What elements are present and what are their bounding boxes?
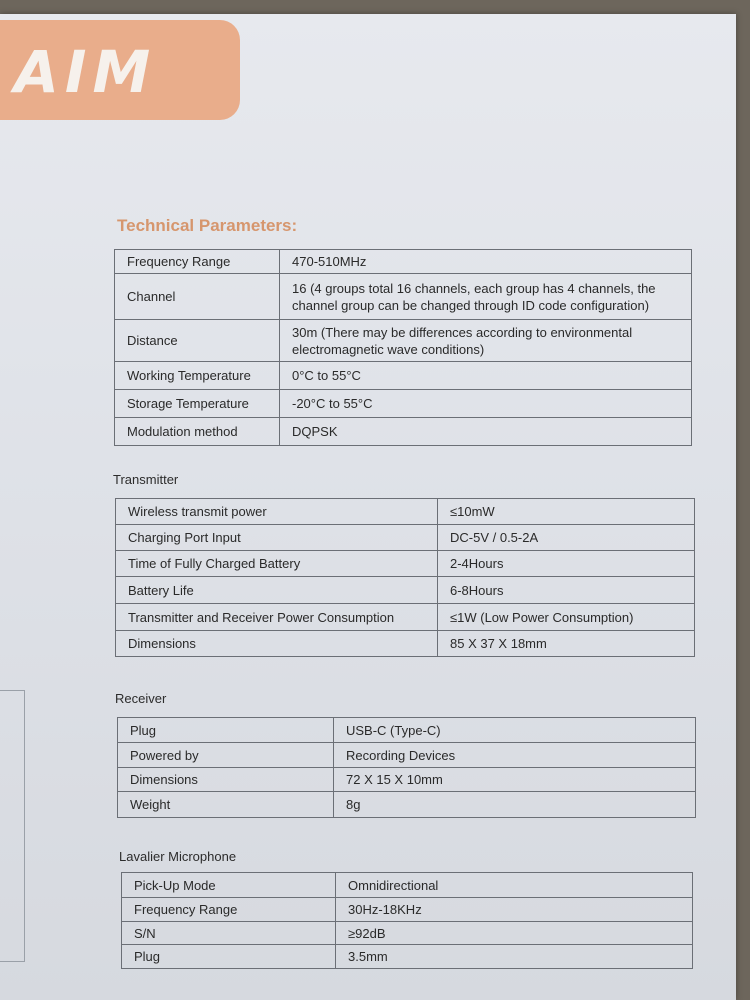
param-label: Battery Life	[116, 577, 438, 604]
param-value: 30Hz-18KHz	[336, 898, 693, 922]
table-row	[115, 362, 692, 390]
param-label: Wireless transmit power	[116, 499, 438, 525]
param-label: Plug	[122, 945, 336, 969]
table-row	[116, 525, 695, 551]
param-value: ≥92dB	[336, 922, 693, 945]
param-value: 16 (4 groups total 16 channels, each group has 4 channels, the channel group can be changed through ID code configuration)	[280, 274, 692, 320]
param-label: Plug	[118, 718, 334, 743]
param-value: DC-5V / 0.5-2A	[438, 525, 695, 551]
param-label: Working Temperature	[115, 362, 280, 390]
param-label: Dimensions	[118, 768, 334, 792]
receiver-table	[117, 717, 696, 818]
param-value: USB-C (Type-C)	[334, 718, 696, 743]
table-row	[116, 551, 695, 577]
table-row	[118, 792, 696, 818]
table-row	[115, 320, 692, 362]
table-row	[122, 945, 693, 969]
param-value: 85 X 37 X 18mm	[438, 631, 695, 657]
param-label: Dimensions	[116, 631, 438, 657]
lavalier-title: Lavalier Microphone	[119, 849, 237, 864]
table-row	[118, 718, 696, 743]
table-row	[122, 873, 693, 898]
param-value: Omnidirectional	[336, 873, 693, 898]
param-value: 72 X 15 X 10mm	[334, 768, 696, 792]
param-label: S/N	[122, 922, 336, 945]
param-label: Modulation method	[115, 418, 280, 446]
param-value: 2-4Hours	[438, 551, 695, 577]
transmitter-title: Transmitter	[113, 472, 179, 487]
param-label: Frequency Range	[115, 250, 280, 274]
param-value: -20°C to 55°C	[280, 390, 692, 418]
param-value: 3.5mm	[336, 945, 693, 969]
param-value: 8g	[334, 792, 696, 818]
receiver-title: Receiver	[115, 691, 167, 706]
table-row	[115, 274, 692, 320]
technical-parameters-title: Technical Parameters:	[117, 216, 298, 235]
table-row	[116, 604, 695, 631]
transmitter-table	[115, 498, 695, 657]
param-value: 0°C to 55°C	[280, 362, 692, 390]
table-row	[115, 418, 692, 446]
param-label: Distance	[115, 320, 280, 362]
param-label: Time of Fully Charged Battery	[116, 551, 438, 577]
table-row	[115, 250, 692, 274]
table-row	[115, 390, 692, 418]
table-row	[118, 768, 696, 792]
param-value: 30m (There may be differences according to environmental electromagnetic wave conditions)	[280, 320, 692, 362]
table-row	[116, 631, 695, 657]
table-row	[122, 922, 693, 945]
table-row	[116, 577, 695, 604]
param-label: Charging Port Input	[116, 525, 438, 551]
param-label: Pick-Up Mode	[122, 873, 336, 898]
param-label: Weight	[118, 792, 334, 818]
param-value: 470-510MHz	[280, 250, 692, 274]
lavalier-table	[121, 872, 693, 969]
param-value: DQPSK	[280, 418, 692, 446]
param-label: Powered by	[118, 743, 334, 768]
brand-logo: AIM	[14, 38, 157, 106]
param-value: ≤10mW	[438, 499, 695, 525]
technical-parameters-table	[114, 249, 692, 446]
param-value: Recording Devices	[334, 743, 696, 768]
brand-logo-band	[0, 20, 240, 120]
param-label: Frequency Range	[122, 898, 336, 922]
param-label: Transmitter and Receiver Power Consumption	[116, 604, 438, 631]
param-value: 6-8Hours	[438, 577, 695, 604]
param-label: Storage Temperature	[115, 390, 280, 418]
side-box-edge	[0, 690, 25, 962]
param-label: Channel	[115, 274, 280, 320]
param-value: ≤1W (Low Power Consumption)	[438, 604, 695, 631]
table-row	[118, 743, 696, 768]
table-row	[122, 898, 693, 922]
table-row	[116, 499, 695, 525]
